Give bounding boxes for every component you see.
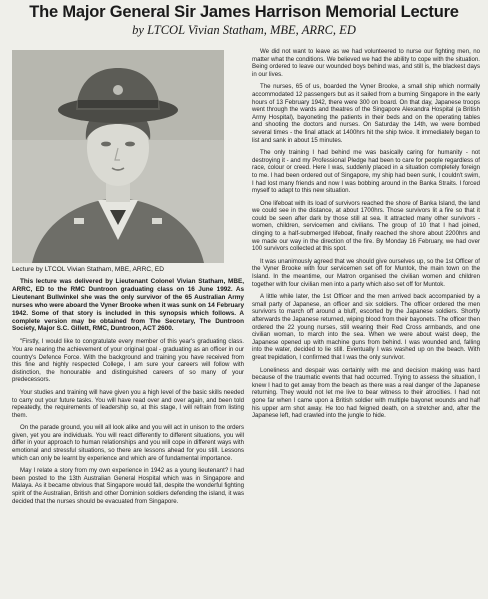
- body-paragraph: We did not want to leave as we had volunteered to nurse our fighting men, no matter what the conditions. We believed we had the ability to cope with the situation. Being ordered to leave our wounded boys behind was, and still is, the blackest days in our lives.: [252, 48, 480, 78]
- left-column: [12, 278, 244, 510]
- portrait-photo: [12, 50, 224, 263]
- body-paragraph: One lifeboat with its load of survivors reached the shore of Banka Island, the land we could see in the distance, at about 1700hrs. Those survivors lit a fire so that it could be seen after dark by those still at sea. It attracted many other survivors - women, children, servicemen and civilians. The group of 10 that I had joined, clinging to a half-submerged lifeboat, finally reached the shore about 2200hrs and we made our way in the direction of the fire. By Monday 16 February, we had over 100 survivors collected at this spot.: [252, 199, 480, 253]
- body-paragraph: The nurses, 65 of us, boarded the Vyner Brooke, a small ship which normally accommodated 12 passengers but as it sailed from a burning Singapore in the early hours of 13 February 1942, there were 300 on board. On that day, Japanese troops went through the wards and theatres of the Singapore Alexandra Hospital (a British Army Hospital), bayoneting the patients in their beds and on the operating tables and shooting the doctors and nurses. On Saturday the 14th, we were bombed several times - the final attack at 1400hrs hit the ship twice. It immediately began to list and sank in about 15 minutes.: [252, 83, 480, 144]
- body-paragraph: The only training I had behind me was basically caring for humanity - not destroying it - and my Professional Pledge had been to care for people regardless of race, colour or creed. Here I was, suddenly placed in a situation completely foreign to me. I had been ordered out of Singapore, my ship had been sunk, I couldn't swim, I had lost many friends and now I was bobbing around in the Banka Straits. I forced myself to adapt to this new situation.: [252, 149, 480, 195]
- photo-caption: Lecture by LTCOL Vivian Statham, MBE, ARRC, ED: [12, 266, 164, 273]
- body-paragraph: "Firstly, I would like to congratulate every member of this year's graduating class. You are nearing the achievement of your original goal - graduating as an officer in our country's Defence Force. With the background and training you have received from this fine and highly respected College, I am sure your careers will follow with distinction, the honourable and distinguished careers of so many of your predecessors.: [12, 338, 244, 384]
- body-paragraph: A little while later, the 1st Officer and the men arrived back accompanied by a small party of Japanese, an officer and six soldiers. The officer ordered the men survivors to march off around a bluff, escorted by the Japanese soldiers. Shortly afterwards the Japanese returned, wiping blood from their bayonets. The officer then ordered the 22 young nurses, still wearing their Red Cross armbands, and one civilian woman, to march into the sea. When we were about waist deep, the Japanese opened up with machine guns from behind. I was wounded and, falling into the water, decided to lie still. Eventually I was washed up on the beach. With great trepidation, I confirmed that I was the only survivor.: [252, 293, 480, 361]
- body-paragraph: It was unanimously agreed that we should give ourselves up, so the 1st Officer of the Vyner Brooke with four servicemen set off for Muntok, the main town on the Island. In the meantime, our Matron organised the civilian women and children together with four civilian men into a party which also set off for Muntok.: [252, 257, 480, 288]
- article-byline: by LTCOL Vivian Statham, MBE, ARRC, ED: [132, 23, 356, 37]
- intro-paragraph: This lecture was delivered by Lieutenant Colonel Vivian Statham, MBE, ARRC, ED to the RMC Duntroon graduating class on 16 June 1992. As Lieutenant Bullwinkel she was the only survivor of the 65 Australian Army nurses who were aboard the Vyner Brooke when it was sunk on 14 February 1942. Some of that story is included in this synopsis which follows. A complete version may be obtained from The Secretary, The Duntroon Society, Major S.C. Gillett, RMC, Duntroon, ACT 2600.: [12, 278, 244, 333]
- body-paragraph: Your studies and training will have given you a high level of the basic skills needed to carry out your future tasks. You will have read over and over again, and been told repeatedly, the requirements of leadership so, at this stage, I will refrain from listing them.: [12, 388, 244, 419]
- body-paragraph: Loneliness and despair was certainly with me and decision making was hard because of the traumatic events that had occurred. Trying to assess the situation, I knew I had to get away from the beach as there was a real danger of the Japanese returning. They would not let me live to bear witness to their atrocities. I had not gone far when I came upon a British soldier with multiple bayonet wounds and half his upper arm shot away. He too had feigned death, on a stretcher and, after the Japanese left, had crawled into the jungle to hide.: [252, 366, 480, 420]
- body-paragraph: On the parade ground, you will all look alike and you will act in unison to the orders given, yet you are individuals. You will react differently to different situations, you will differ in your approach to human relationships and you will cope in different ways with emotional and stressful situations, so there are lessons ahead for you still. Lessons which can only be learnt by experience and which are of fundamental importance.: [12, 424, 244, 462]
- right-column: [252, 48, 480, 425]
- article-title: The Major General Sir James Harrison Memorial Lecture: [29, 3, 459, 21]
- portrait-illustration: [12, 50, 224, 263]
- body-paragraph: May I relate a story from my own experience in 1942 as a young lieutenant? I had been posted to the 13th Australian General Hospital which was in Singapore and Malaya. As it became obvious that Singapore would fall, despite the wonderful fighting spirit of the Australian, British and other Dominion soldiers defending the island, it was decided that the nurses should be evacuated from Singapore.: [12, 467, 244, 505]
